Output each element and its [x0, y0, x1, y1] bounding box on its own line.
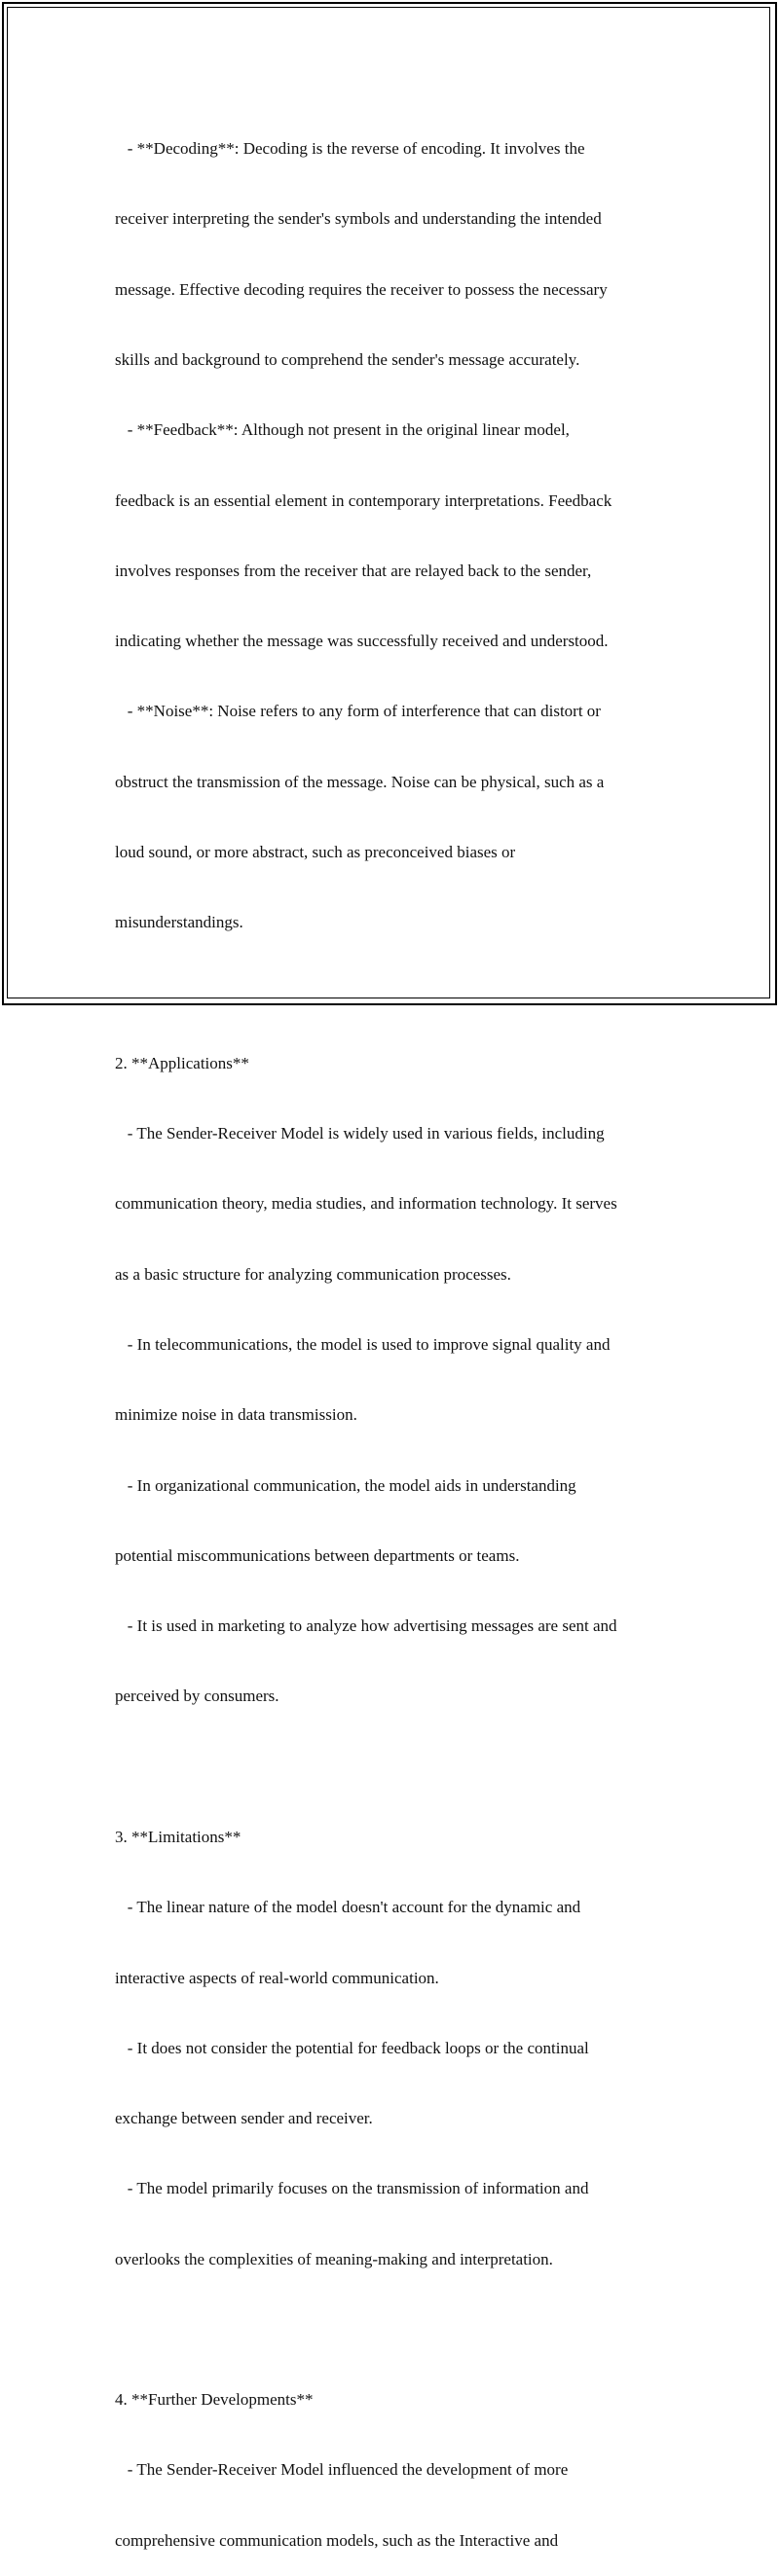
text-line: involves responses from the receiver that are relayed back to the sender,: [115, 561, 592, 580]
text-line: - **Feedback**: Although not present in the original linear model,: [115, 420, 570, 440]
section-heading: 2. **Applications**: [115, 1053, 249, 1072]
blank-line: [115, 2318, 680, 2341]
text-line: perceived by consumers.: [115, 1687, 279, 1706]
text-line: as a basic structure for analyzing communication processes.: [115, 1264, 511, 1284]
blank-line: [115, 1756, 680, 1779]
text-line: skills and background to comprehend the sender's message accurately.: [115, 350, 580, 370]
document-body: [115, 91, 680, 2576]
text-line: - It does not consider the potential for feedback loops or the continual: [115, 2038, 589, 2057]
text-line: - The Sender-Receiver Model influenced the development of more: [115, 2460, 569, 2480]
text-line: potential miscommunications between departments or teams.: [115, 1545, 520, 1565]
text-line: - **Noise**: Noise refers to any form of interference that can distort or: [115, 702, 601, 721]
section-heading: 3. **Limitations**: [115, 1827, 241, 1846]
text-line: - It is used in marketing to analyze how advertising messages are sent and: [115, 1616, 617, 1636]
text-line: message. Effective decoding requires the receiver to possess the necessary: [115, 279, 608, 299]
text-line: misunderstandings.: [115, 913, 243, 932]
text-line: - The Sender-Receiver Model is widely used in various fields, including: [115, 1124, 605, 1143]
text-line: feedback is an essential element in contemporary interpretations. Feedback: [115, 490, 612, 510]
text-line: indicating whether the message was successfully received and understood.: [115, 632, 609, 651]
text-line: comprehensive communication models, such as the Interactive and: [115, 2530, 559, 2550]
text-line: interactive aspects of real-world communication.: [115, 1968, 439, 1987]
text-line: - The linear nature of the model doesn't account for the dynamic and: [115, 1898, 581, 1917]
text-line: receiver interpreting the sender's symbols and understanding the intended: [115, 209, 602, 229]
text-line: - The model primarily focuses on the transmission of information and: [115, 2179, 589, 2198]
section-heading: 4. **Further Developments**: [115, 2390, 314, 2410]
blank-line: [115, 982, 680, 1005]
text-line: obstruct the transmission of the message. Noise can be physical, such as a: [115, 772, 605, 791]
text-line: communication theory, media studies, and information technology. It serves: [115, 1194, 617, 1214]
text-line: - **Decoding**: Decoding is the reverse of encoding. It involves the: [115, 139, 585, 159]
text-line: loud sound, or more abstract, such as preconceived biases or: [115, 843, 516, 861]
text-line: overlooks the complexities of meaning-making and interpretation.: [115, 2249, 553, 2268]
text-line: - In organizational communication, the model aids in understanding: [115, 1475, 576, 1495]
text-line: minimize noise in data transmission.: [115, 1405, 357, 1425]
text-line: - In telecommunications, the model is used to improve signal quality and: [115, 1334, 611, 1354]
text-line: exchange between sender and receiver.: [115, 2109, 373, 2128]
